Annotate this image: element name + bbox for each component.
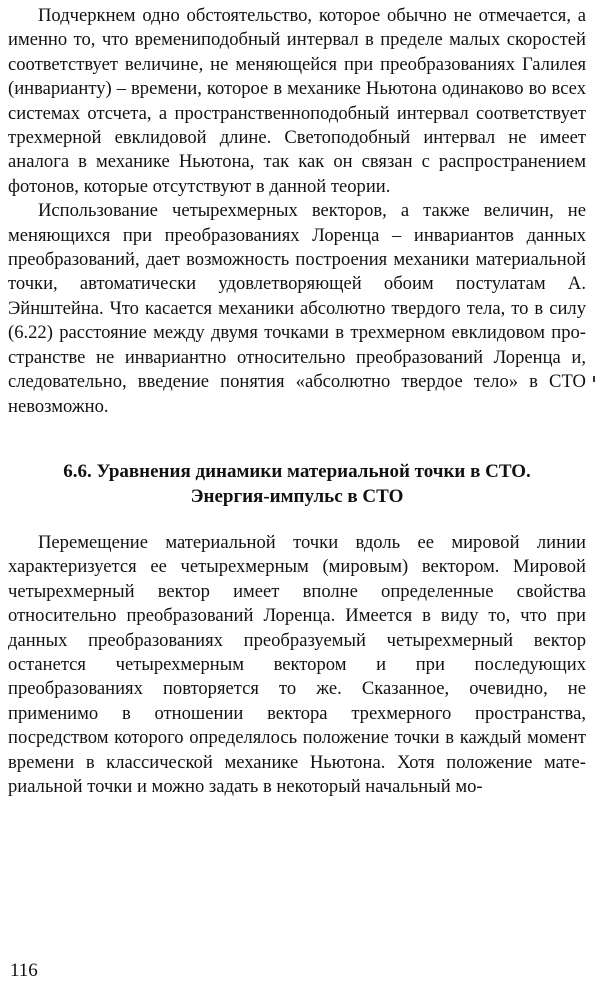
paragraph-intervals: Подчеркнем одно обстоятельство, которое обычно не отмечается, а именно то, что времениподобный интервал в пределе малых скоростей соответствует величине, не меняющейся при преобразованиях Галилея (инварианту) – времени, которое в механике Ньютона одинаково во всех системах отсчета, а пространственноподобный интервал соответствует трехмерной евклидовой длине. Светоподобный интервал не имеет аналога в механике Ньютона, так как он связан с распространением фотонов, которые отсутствуют в данной теории. <box>8 5 586 197</box>
scan-mark <box>593 376 595 382</box>
page-body <box>8 4 586 799</box>
section-title-line2: Энергия-импульс в СТО <box>190 485 404 507</box>
page-number: 116 <box>10 960 38 981</box>
section-title-line1: 6.6. Уравнения динамики материальной точки в СТО. <box>63 460 531 482</box>
paragraph-world-vector: Перемещение материальной точки вдоль ее мировой линии характеризуется ее четырехмерным (мировым) вектором. Мировой четырехмерный вектор имеет вполне определенные свойства относительно преобразований Лоренца. Имеется в виду то, что при данных преобразованиях преобразуемый четырехмерный вектор останется четырехмерным вектором и при последующих преобразованиях повторяется то же. Сказанное, очевидно, не применимо в отношении вектора трехмерного пространства, посредством которого определялось положение точки в каждый момент времени в классической механике Ньютона. Хотя положение материальной точки и можно задать в некоторый начальный мо- <box>8 531 586 797</box>
paragraph-four-vectors: Использование четырехмерных векторов, а также величин, не меняющихся при преобразованиях Лоренца – инвариантов данных преобразований, дает возможность построения механики материальной точки, автоматически удовлетворяющей обоим постулатам А. Эйнштейна. Что касается механики абсолютно твердого тела, то в силу (6.22) расстояние между двумя точками в трехмерном евклидовом пространстве не инвариантно относительно преобразований Лоренца и, следовательно, введение понятия «абсолютно твердое тело» в СТО невозможно. <box>8 200 586 417</box>
section-heading <box>8 459 586 509</box>
